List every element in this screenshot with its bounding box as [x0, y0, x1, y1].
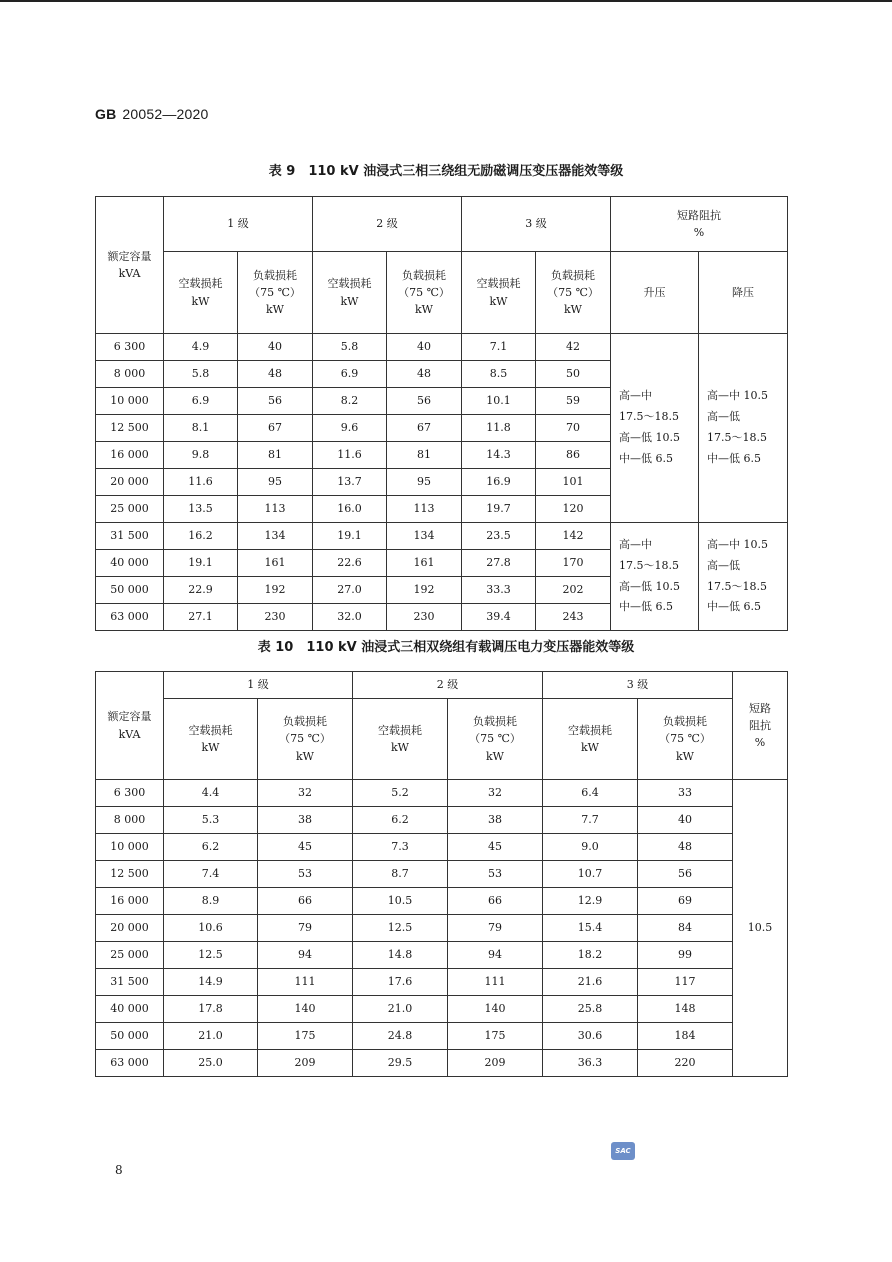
value-cell: 24.8 [353, 1023, 448, 1050]
capacity-cell: 40 000 [96, 996, 164, 1023]
value-cell: 117 [638, 969, 733, 996]
capacity-cell: 16 000 [96, 888, 164, 915]
table9-boost-header: 升压 [611, 252, 699, 334]
table-row [96, 807, 788, 834]
value-cell: 86 [536, 442, 611, 469]
value-cell: 25.0 [164, 1050, 258, 1077]
value-cell: 81 [387, 442, 462, 469]
table9-load-header: 负载损耗 （75 ℃） kW [238, 252, 313, 334]
value-cell: 209 [258, 1050, 353, 1077]
capacity-cell: 25 000 [96, 496, 164, 523]
table9-noload-header: 空载损耗 kW [313, 252, 387, 334]
value-cell: 6.9 [313, 361, 387, 388]
value-cell: 8.7 [353, 861, 448, 888]
table9-grade1-header: 1 级 [164, 197, 313, 252]
value-cell: 101 [536, 469, 611, 496]
value-cell: 21.6 [543, 969, 638, 996]
value-cell: 25.8 [543, 996, 638, 1023]
capacity-cell: 20 000 [96, 469, 164, 496]
capacity-cell: 10 000 [96, 834, 164, 861]
value-cell: 14.8 [353, 942, 448, 969]
value-cell: 45 [448, 834, 543, 861]
table10-load-header: 负载损耗 （75 ℃） kW [638, 699, 733, 780]
value-cell: 10.6 [164, 915, 258, 942]
capacity-cell: 31 500 [96, 523, 164, 550]
value-cell: 6.2 [164, 834, 258, 861]
value-cell: 94 [448, 942, 543, 969]
impedance-boost-cell: 高—中 17.5～18.5 高—低 10.5 中—低 6.5 [611, 523, 699, 631]
table10-grade1-header: 1 级 [164, 672, 353, 699]
value-cell: 8.1 [164, 415, 238, 442]
value-cell: 6.4 [543, 780, 638, 807]
value-cell: 50 [536, 361, 611, 388]
value-cell: 53 [258, 861, 353, 888]
value-cell: 33.3 [462, 577, 536, 604]
capacity-cell: 50 000 [96, 1023, 164, 1050]
value-cell: 38 [258, 807, 353, 834]
value-cell: 56 [387, 388, 462, 415]
page-number: 8 [115, 1163, 123, 1177]
capacity-cell: 12 500 [96, 415, 164, 442]
value-cell: 8.2 [313, 388, 387, 415]
value-cell: 8.5 [462, 361, 536, 388]
value-cell: 16.2 [164, 523, 238, 550]
table9-grade2-header: 2 级 [313, 197, 462, 252]
impedance-value-cell: 10.5 [733, 780, 788, 1077]
table-row [96, 996, 788, 1023]
table9 [95, 196, 788, 631]
value-cell: 30.6 [543, 1023, 638, 1050]
capacity-cell: 16 000 [96, 442, 164, 469]
capacity-cell: 25 000 [96, 942, 164, 969]
value-cell: 59 [536, 388, 611, 415]
table9-impedance-header: 短路阻抗 % [611, 197, 788, 252]
table-row [96, 334, 788, 361]
value-cell: 22.9 [164, 577, 238, 604]
value-cell: 142 [536, 523, 611, 550]
value-cell: 95 [387, 469, 462, 496]
value-cell: 70 [536, 415, 611, 442]
value-cell: 134 [387, 523, 462, 550]
value-cell: 56 [238, 388, 313, 415]
value-cell: 113 [387, 496, 462, 523]
value-cell: 134 [238, 523, 313, 550]
value-cell: 56 [638, 861, 733, 888]
table-row [96, 780, 788, 807]
value-cell: 175 [258, 1023, 353, 1050]
value-cell: 140 [258, 996, 353, 1023]
table-row [96, 1050, 788, 1077]
value-cell: 38 [448, 807, 543, 834]
value-cell: 21.0 [353, 996, 448, 1023]
value-cell: 40 [387, 334, 462, 361]
value-cell: 175 [448, 1023, 543, 1050]
value-cell: 53 [448, 861, 543, 888]
value-cell: 95 [238, 469, 313, 496]
value-cell: 202 [536, 577, 611, 604]
value-cell: 5.8 [313, 334, 387, 361]
value-cell: 4.4 [164, 780, 258, 807]
value-cell: 18.2 [543, 942, 638, 969]
value-cell: 7.7 [543, 807, 638, 834]
value-cell: 7.1 [462, 334, 536, 361]
value-cell: 11.6 [164, 469, 238, 496]
value-cell: 15.4 [543, 915, 638, 942]
value-cell: 220 [638, 1050, 733, 1077]
value-cell: 111 [448, 969, 543, 996]
value-cell: 6.2 [353, 807, 448, 834]
value-cell: 32 [258, 780, 353, 807]
value-cell: 66 [258, 888, 353, 915]
value-cell: 14.3 [462, 442, 536, 469]
table9-noload-header: 空载损耗 kW [462, 252, 536, 334]
value-cell: 9.6 [313, 415, 387, 442]
value-cell: 9.0 [543, 834, 638, 861]
value-cell: 209 [448, 1050, 543, 1077]
table10-noload-header: 空载损耗 kW [164, 699, 258, 780]
table9-load-header: 负载损耗 （75 ℃） kW [536, 252, 611, 334]
value-cell: 48 [638, 834, 733, 861]
value-cell: 45 [258, 834, 353, 861]
capacity-cell: 63 000 [96, 1050, 164, 1077]
value-cell: 10.7 [543, 861, 638, 888]
capacity-cell: 20 000 [96, 915, 164, 942]
value-cell: 27.0 [313, 577, 387, 604]
value-cell: 12.5 [353, 915, 448, 942]
table9-caption: 表 9 110 kV 油浸式三相三绕组无励磁调压变压器能效等级 [268, 164, 624, 179]
capacity-cell: 6 300 [96, 334, 164, 361]
value-cell: 12.5 [164, 942, 258, 969]
value-cell: 32 [448, 780, 543, 807]
value-cell: 230 [238, 604, 313, 631]
value-cell: 230 [387, 604, 462, 631]
table9-grade3-header: 3 级 [462, 197, 611, 252]
sac-logo: SAC [611, 1142, 635, 1160]
table-row [96, 861, 788, 888]
value-cell: 120 [536, 496, 611, 523]
capacity-cell: 10 000 [96, 388, 164, 415]
table10-noload-header: 空载损耗 kW [543, 699, 638, 780]
value-cell: 40 [238, 334, 313, 361]
value-cell: 16.9 [462, 469, 536, 496]
value-cell: 94 [258, 942, 353, 969]
value-cell: 161 [387, 550, 462, 577]
value-cell: 17.6 [353, 969, 448, 996]
value-cell: 21.0 [164, 1023, 258, 1050]
value-cell: 42 [536, 334, 611, 361]
value-cell: 81 [238, 442, 313, 469]
impedance-buck-cell: 高—中 10.5 高—低 17.5～18.5 中—低 6.5 [699, 334, 788, 523]
value-cell: 5.2 [353, 780, 448, 807]
standard-header [95, 106, 208, 122]
capacity-cell: 6 300 [96, 780, 164, 807]
table10-capacity-header: 额定容量 kVA [96, 672, 164, 780]
value-cell: 10.5 [353, 888, 448, 915]
table9-capacity-header: 额定容量 kVA [96, 197, 164, 334]
value-cell: 5.3 [164, 807, 258, 834]
value-cell: 140 [448, 996, 543, 1023]
value-cell: 148 [638, 996, 733, 1023]
table10-grade2-header: 2 级 [353, 672, 543, 699]
value-cell: 8.9 [164, 888, 258, 915]
value-cell: 9.8 [164, 442, 238, 469]
value-cell: 161 [238, 550, 313, 577]
table10-noload-header: 空载损耗 kW [353, 699, 448, 780]
value-cell: 29.5 [353, 1050, 448, 1077]
table10-grade3-header: 3 级 [543, 672, 733, 699]
value-cell: 67 [387, 415, 462, 442]
value-cell: 4.9 [164, 334, 238, 361]
impedance-buck-cell: 高—中 10.5 高—低 17.5～18.5 中—低 6.5 [699, 523, 788, 631]
value-cell: 192 [238, 577, 313, 604]
standard-number: 20052—2020 [122, 106, 209, 122]
value-cell: 27.8 [462, 550, 536, 577]
table-row [96, 888, 788, 915]
standard-prefix: GB [95, 106, 117, 122]
value-cell: 69 [638, 888, 733, 915]
value-cell: 7.3 [353, 834, 448, 861]
capacity-cell: 8 000 [96, 807, 164, 834]
value-cell: 6.9 [164, 388, 238, 415]
table-row [96, 834, 788, 861]
value-cell: 10.1 [462, 388, 536, 415]
table-row [96, 969, 788, 996]
value-cell: 84 [638, 915, 733, 942]
value-cell: 12.9 [543, 888, 638, 915]
value-cell: 36.3 [543, 1050, 638, 1077]
value-cell: 48 [387, 361, 462, 388]
table9-noload-header: 空载损耗 kW [164, 252, 238, 334]
value-cell: 11.8 [462, 415, 536, 442]
table9-buck-header: 降压 [699, 252, 788, 334]
table10 [95, 671, 788, 1077]
value-cell: 66 [448, 888, 543, 915]
value-cell: 13.7 [313, 469, 387, 496]
table10-caption: 表 10 110 kV 油浸式三相双绕组有载调压电力变压器能效等级 [257, 640, 635, 655]
value-cell: 19.7 [462, 496, 536, 523]
value-cell: 22.6 [313, 550, 387, 577]
value-cell: 67 [238, 415, 313, 442]
value-cell: 14.9 [164, 969, 258, 996]
capacity-cell: 63 000 [96, 604, 164, 631]
capacity-cell: 31 500 [96, 969, 164, 996]
value-cell: 33 [638, 780, 733, 807]
value-cell: 79 [258, 915, 353, 942]
value-cell: 99 [638, 942, 733, 969]
value-cell: 27.1 [164, 604, 238, 631]
table-row [96, 523, 788, 550]
value-cell: 111 [258, 969, 353, 996]
table-row [96, 915, 788, 942]
table10-load-header: 负载损耗 （75 ℃） kW [448, 699, 543, 780]
top-border-rule [0, 0, 892, 2]
value-cell: 170 [536, 550, 611, 577]
value-cell: 13.5 [164, 496, 238, 523]
value-cell: 23.5 [462, 523, 536, 550]
value-cell: 5.8 [164, 361, 238, 388]
value-cell: 48 [238, 361, 313, 388]
table9-load-header: 负载损耗 （75 ℃） kW [387, 252, 462, 334]
capacity-cell: 40 000 [96, 550, 164, 577]
value-cell: 243 [536, 604, 611, 631]
capacity-cell: 12 500 [96, 861, 164, 888]
value-cell: 19.1 [313, 523, 387, 550]
value-cell: 39.4 [462, 604, 536, 631]
value-cell: 17.8 [164, 996, 258, 1023]
table10-load-header: 负载损耗 （75 ℃） kW [258, 699, 353, 780]
value-cell: 32.0 [313, 604, 387, 631]
value-cell: 40 [638, 807, 733, 834]
value-cell: 184 [638, 1023, 733, 1050]
value-cell: 192 [387, 577, 462, 604]
value-cell: 16.0 [313, 496, 387, 523]
value-cell: 11.6 [313, 442, 387, 469]
value-cell: 79 [448, 915, 543, 942]
value-cell: 7.4 [164, 861, 258, 888]
table-row [96, 1023, 788, 1050]
capacity-cell: 50 000 [96, 577, 164, 604]
value-cell: 113 [238, 496, 313, 523]
table-row [96, 942, 788, 969]
table10-impedance-header: 短路 阻抗 % [733, 672, 788, 780]
impedance-boost-cell: 高—中 17.5～18.5 高—低 10.5 中—低 6.5 [611, 334, 699, 523]
value-cell: 19.1 [164, 550, 238, 577]
capacity-cell: 8 000 [96, 361, 164, 388]
